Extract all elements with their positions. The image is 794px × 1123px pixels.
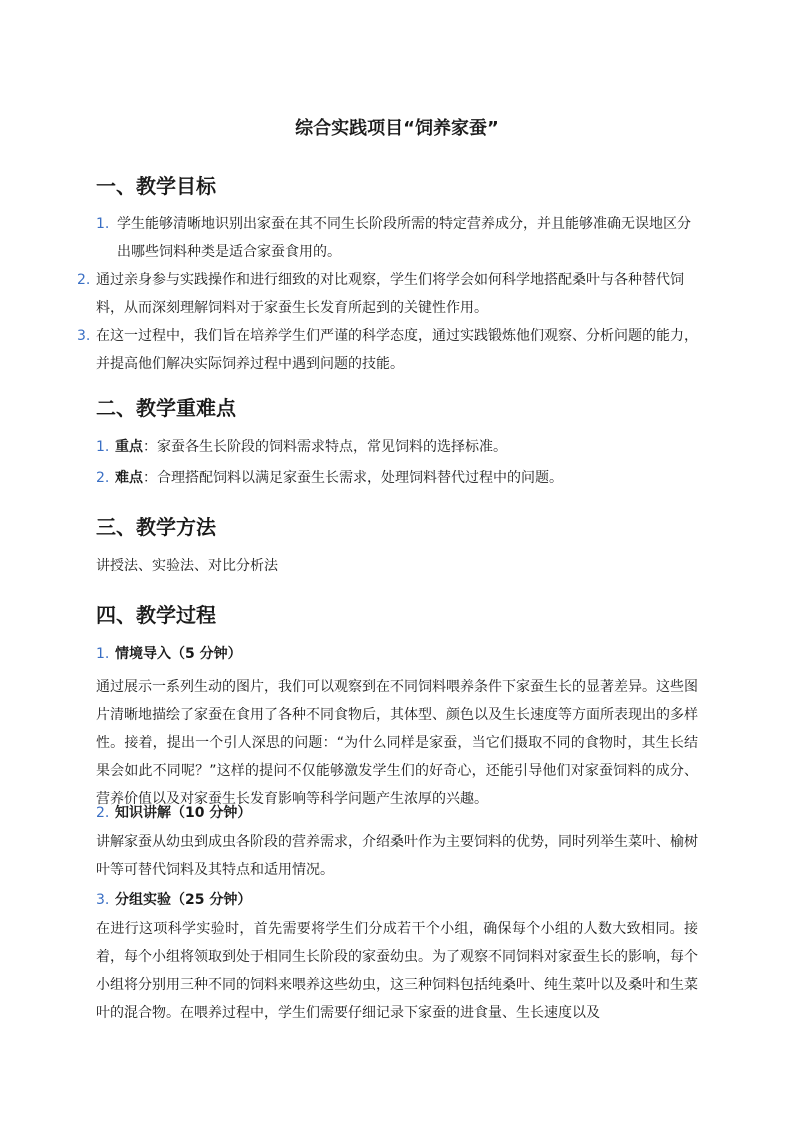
objective-text: 在这一过程中，我们旨在培养学生们严谨的科学态度，通过实践锻炼他们观察、分析问题的能力，并提高他们解决实际饲养过程中遇到问题的技能。 <box>96 328 698 372</box>
methods-text: 讲授法、实验法、对比分析法 <box>96 558 278 574</box>
objective-item <box>96 210 698 266</box>
list-number: 1. <box>96 439 110 455</box>
section-heading-process: 四、教学过程 <box>96 603 216 627</box>
key-point-label: 重点 <box>115 439 143 455</box>
key-point-item <box>96 464 698 492</box>
list-number: 1. <box>96 216 110 232</box>
process-step-title <box>96 799 698 827</box>
section-heading-methods: 三、教学方法 <box>96 515 216 539</box>
key-point-label: 难点 <box>115 470 143 486</box>
step-label: 分组实验（25 分钟） <box>115 892 252 908</box>
key-point-text: ：合理搭配饲料以满足家蚕生长需求，处理饲料替代过程中的问题。 <box>143 470 563 486</box>
list-number: 3. <box>77 328 91 344</box>
section-heading-key-points: 二、教学重难点 <box>96 396 236 420</box>
step-label: 知识讲解（10 分钟） <box>115 805 252 821</box>
document-title: 综合实践项目“饲养家蚕” <box>295 118 499 139</box>
list-number: 3. <box>96 892 110 908</box>
process-step-title <box>96 886 698 914</box>
list-number: 1. <box>96 646 110 662</box>
section-heading-objectives: 一、教学目标 <box>96 174 216 198</box>
step-label: 情境导入（5 分钟） <box>115 646 242 662</box>
key-point-text: ：家蚕各生长阶段的饲料需求特点，常见饲料的选择标准。 <box>143 439 507 455</box>
key-point-item <box>96 433 698 461</box>
step-paragraph: 讲解家蚕从幼虫到成虫各阶段的营养需求，介绍桑叶作为主要饲料的优势，同时列举生菜叶、榆树叶等可替代饲料及其特点和适用情况。 <box>96 834 698 878</box>
objective-text: 学生能够清晰地识别出家蚕在其不同生长阶段所需的特定营养成分，并且能够准确无误地区分出哪些饲料种类是适合家蚕食用的。 <box>117 216 691 260</box>
process-step-title <box>96 640 698 668</box>
step-paragraph: 在进行这项科学实验时，首先需要将学生们分成若干个小组，确保每个小组的人数大致相同。接着，每个小组将领取到处于相同生长阶段的家蚕幼虫。为了观察不同饲料对家蚕生长的影响，每个小组将分别用三种不同的饲料来喂养这些幼虫，这三种饲料包括纯桑叶、纯生菜叶以及桑叶和生菜叶的混合物。在喂养过程中，学生们需要仔细记录下家蚕的进食量、生长速度以及 <box>96 921 698 1021</box>
list-number: 2. <box>96 805 110 821</box>
list-number: 2. <box>77 272 91 288</box>
list-number: 2. <box>96 470 110 486</box>
objective-item <box>77 266 698 322</box>
objective-item <box>77 322 698 378</box>
objective-text: 通过亲身参与实践操作和进行细致的对比观察，学生们将学会如何科学地搭配桑叶与各种替代饲料，从而深刻理解饲料对于家蚕生长发育所起到的关键性作用。 <box>96 272 684 316</box>
step-paragraph: 通过展示一系列生动的图片，我们可以观察到在不同饲料喂养条件下家蚕生长的显著差异。这些图片清晰地描绘了家蚕在食用了各种不同食物后，其体型、颜色以及生长速度等方面所表现出的多样性。接着，提出一个引人深思的问题：“为什么同样是家蚕，当它们摄取不同的食物时，其生长结果会如此不同呢？”这样的提问不仅能够激发学生们的好奇心，还能引导他们对家蚕饲料的成分、营养价值以及对家蚕生长发育影响等科学问题产生浓厚的兴趣。 <box>96 679 698 807</box>
